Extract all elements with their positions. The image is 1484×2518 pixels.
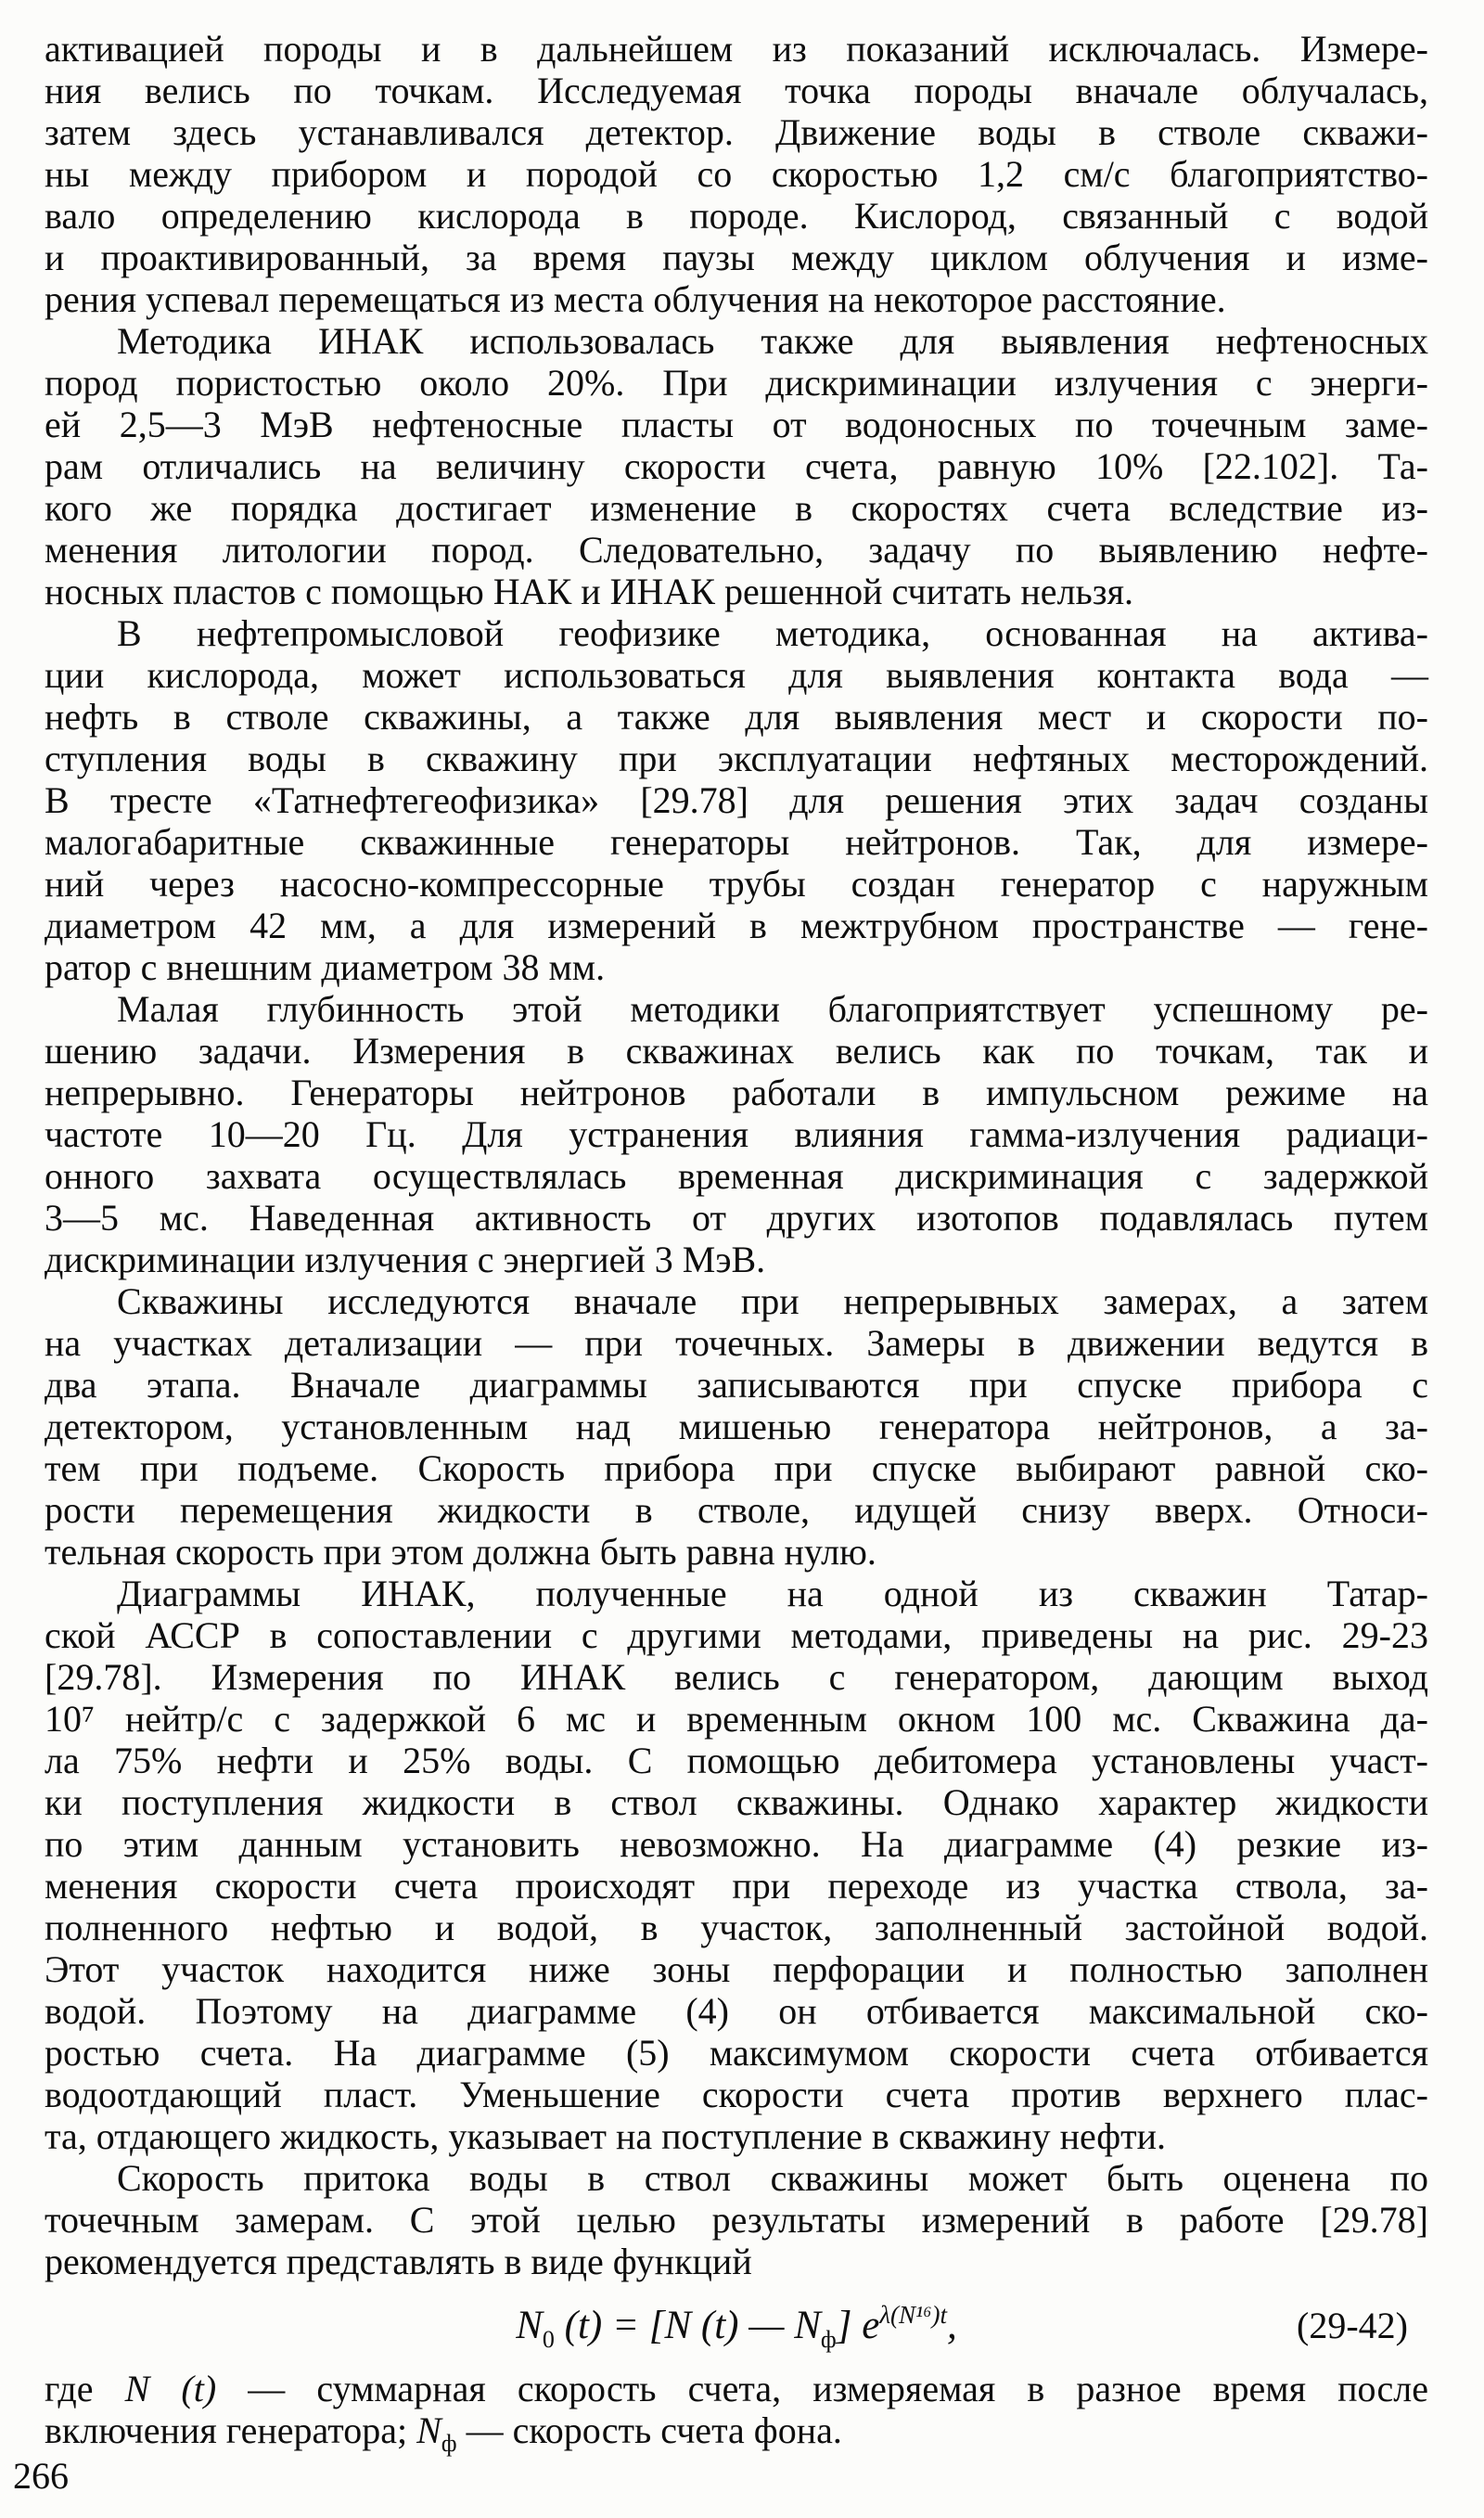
text-line: дискриминации излучения с энергией 3 МэВ. (45, 1239, 766, 1280)
text-line: Скорость притока воды в ствол скважины может быть оценена по (117, 2157, 1428, 2199)
equation-lhs-subscript: 0 (542, 2326, 555, 2353)
text-line: Скважины исследуются вначале при непрерывных замерах, а затем (117, 1280, 1428, 1322)
text-line: ции кислорода, может использоваться для выявления контакта вода — (45, 654, 1428, 696)
text-line: рости перемещения жидкости в стволе, идущей снизу вверх. Относи- (45, 1489, 1428, 1531)
paragraph (45, 612, 1428, 988)
text-line: онного захвата осуществлялась временная дискриминация с задержкой (45, 1155, 1428, 1197)
text-line: ратор с внешним диаметром 38 мм. (45, 946, 606, 988)
equation (45, 2295, 1428, 2357)
text-line: два этапа. Вначале диаграммы записываются при спуске прибора с (45, 1364, 1428, 1406)
definition-text: — суммарная скорость счета, измеряемая в разное время после (216, 2368, 1428, 2409)
equation-close-bracket: ] e (836, 2304, 880, 2347)
text-line: рам отличались на величину скорости счета, равную 10% [22.102]. Та- (45, 445, 1428, 487)
text-line: по этим данным установить невозможно. На диаграмме (4) резкие из- (45, 1823, 1428, 1865)
text-line: носных пластов с помощью НАК и ИНАК решенной считать нельзя. (45, 571, 1133, 612)
text-block (45, 28, 1428, 2457)
text-line: диаметром 42 мм, а для измерений в межтрубном пространстве — гене- (45, 905, 1428, 946)
text-line: полненного нефтью и водой, в участок, заполненный застойной водой. (45, 1907, 1428, 1948)
text-line: Малая глубинность этой методики благоприятствует успешному ре- (117, 988, 1428, 1030)
text-line: затем здесь устанавливался детектор. Движение воды в стволе скважи- (45, 111, 1428, 153)
text-line: менения литологии пород. Следовательно, задачу по выявлению нефте- (45, 529, 1428, 571)
text-line: пород пористостью около 20%. При дискриминации излучения с энерги- (45, 362, 1428, 404)
text-line: ны между прибором и породой со скоростью 1,2 см/с благоприятство- (45, 153, 1428, 195)
text-line: водоотдающий пласт. Уменьшение скорости счета против верхнего плас- (45, 2074, 1428, 2115)
text-line: ской АССР в сопоставлении с другими методами, приведены на рис. 29-23 (45, 1614, 1428, 1656)
text-line: В нефтепромысловой геофизике методика, основанная на актива- (117, 612, 1428, 654)
text-line: тельная скорость при этом должна быть равна нулю. (45, 1531, 876, 1573)
text-line: ки поступления жидкости в ствол скважины. Однако характер жидкости (45, 1781, 1428, 1823)
text-line: водой. Поэтому на диаграмме (4) он отбивается максимальной ско- (45, 1990, 1428, 2032)
text-line: детектором, установленным над мишенью генератора нейтронов, а за- (45, 1406, 1428, 1447)
text-line: непрерывно. Генераторы нейтронов работали в импульсном режиме на (45, 1072, 1428, 1113)
equation-middle: (t) = [N (t) — N (554, 2304, 821, 2347)
text-line: активацией породы и в дальнейшем из показаний исключалась. Измере- (45, 28, 1428, 70)
text-line: 3—5 мс. Наведенная активность от других изотопов подавлялась путем (45, 1197, 1428, 1239)
text-line: Диаграммы ИНАК, полученные на одной из скважин Татар- (117, 1573, 1428, 1614)
text-line (45, 2409, 1428, 2457)
paragraph (45, 1573, 1428, 2157)
text-line: Этот участок находится ниже зоны перфорации и полностью заполнен (45, 1948, 1428, 1990)
text-line: ла 75% нефти и 25% воды. С помощью дебитомера установлены участ- (45, 1740, 1428, 1781)
paragraph (45, 320, 1428, 612)
text-line: ступления воды в скважину при эксплуатации нефтяных месторождений. (45, 738, 1428, 779)
text-line: та, отдающего жидкость, указывает на поступление в скважину нефти. (45, 2115, 1167, 2157)
text-line: частоте 10—20 Гц. Для устранения влияния гамма-излучения радиаци- (45, 1113, 1428, 1155)
equation-phi-subscript: ф (820, 2326, 837, 2353)
paragraph (45, 1280, 1428, 1573)
equation-comma: , (947, 2304, 957, 2347)
text-line: 10⁷ нейтр/с с задержкой 6 мс и временным окном 100 мс. Скважина да- (45, 1698, 1428, 1740)
text-line: Методика ИНАК использовалась также для выявления нефтеносных (117, 320, 1428, 362)
paragraphs-container (45, 28, 1428, 2282)
text-line: вало определению кислорода в породе. Кислород, связанный с водой (45, 195, 1428, 237)
definition-text-2: включения генератора; (45, 2409, 417, 2451)
text-line: ростью счета. На диаграмме (5) максимумом скорости счета отбивается (45, 2032, 1428, 2074)
text-line: В тресте «Татнефтегеофизика» [29.78] для решения этих задач созданы (45, 779, 1428, 821)
text-line: ния велись по точкам. Исследуемая точка породы вначале облучалась, (45, 70, 1428, 111)
text-line (45, 2368, 1428, 2409)
definition-math-symbol-2: N (416, 2409, 441, 2451)
text-line: [29.78]. Измерения по ИНАК велись с генератором, дающим выход (45, 1656, 1428, 1698)
text-line: тем при подъеме. Скорость прибора при спуске выбирают равной ско- (45, 1447, 1428, 1489)
equation-row (45, 2295, 1428, 2357)
equation-lhs: N (516, 2304, 543, 2347)
paragraph (45, 28, 1428, 320)
page-number: 266 (13, 2455, 69, 2497)
text-line: нефть в стволе скважины, а также для выявления мест и скорости по- (45, 696, 1428, 738)
text-line: ей 2,5—3 МэВ нефтеносные пласты от водоносных по точечным заме- (45, 404, 1428, 445)
text-line: рекомендуется представлять в виде функций (45, 2241, 752, 2282)
text-line: точечным замерам. С этой целью результаты измерений в работе [29.78] (45, 2199, 1428, 2241)
text-line: менения скорости счета происходят при переходе из участка ствола, за- (45, 1865, 1428, 1907)
definition-prefix: где (45, 2368, 125, 2409)
definition-text-3: — скорость счета фона. (456, 2409, 842, 2451)
text-line: на участках детализации — при точечных. Замеры в движении ведутся в (45, 1322, 1428, 1364)
definition-math-symbol: N (t) (124, 2368, 217, 2409)
text-line: кого же порядка достигает изменение в скоростях счета вследствие из- (45, 487, 1428, 529)
paragraph (45, 988, 1428, 1280)
definition-block (45, 2368, 1428, 2457)
equation-exponent: λ(N¹⁶)t (879, 2301, 948, 2329)
text-line: и проактивированный, за время паузы между циклом облучения и изме- (45, 237, 1428, 278)
paragraph (45, 2157, 1428, 2282)
text-line: малогабаритные скважинные генераторы нейтронов. Так, для измере- (45, 821, 1428, 863)
text-line: шению задачи. Измерения в скважинах велись как по точкам, так и (45, 1030, 1428, 1072)
equation-number: (29-42) (1297, 2305, 1408, 2346)
text-line: рения успевал перемещаться из места облучения на некоторое расстояние. (45, 278, 1226, 320)
definition-phi-subscript: ф (441, 2430, 457, 2457)
text-line: ний через насосно-компрессорные трубы создан генератор с наружным (45, 863, 1428, 905)
